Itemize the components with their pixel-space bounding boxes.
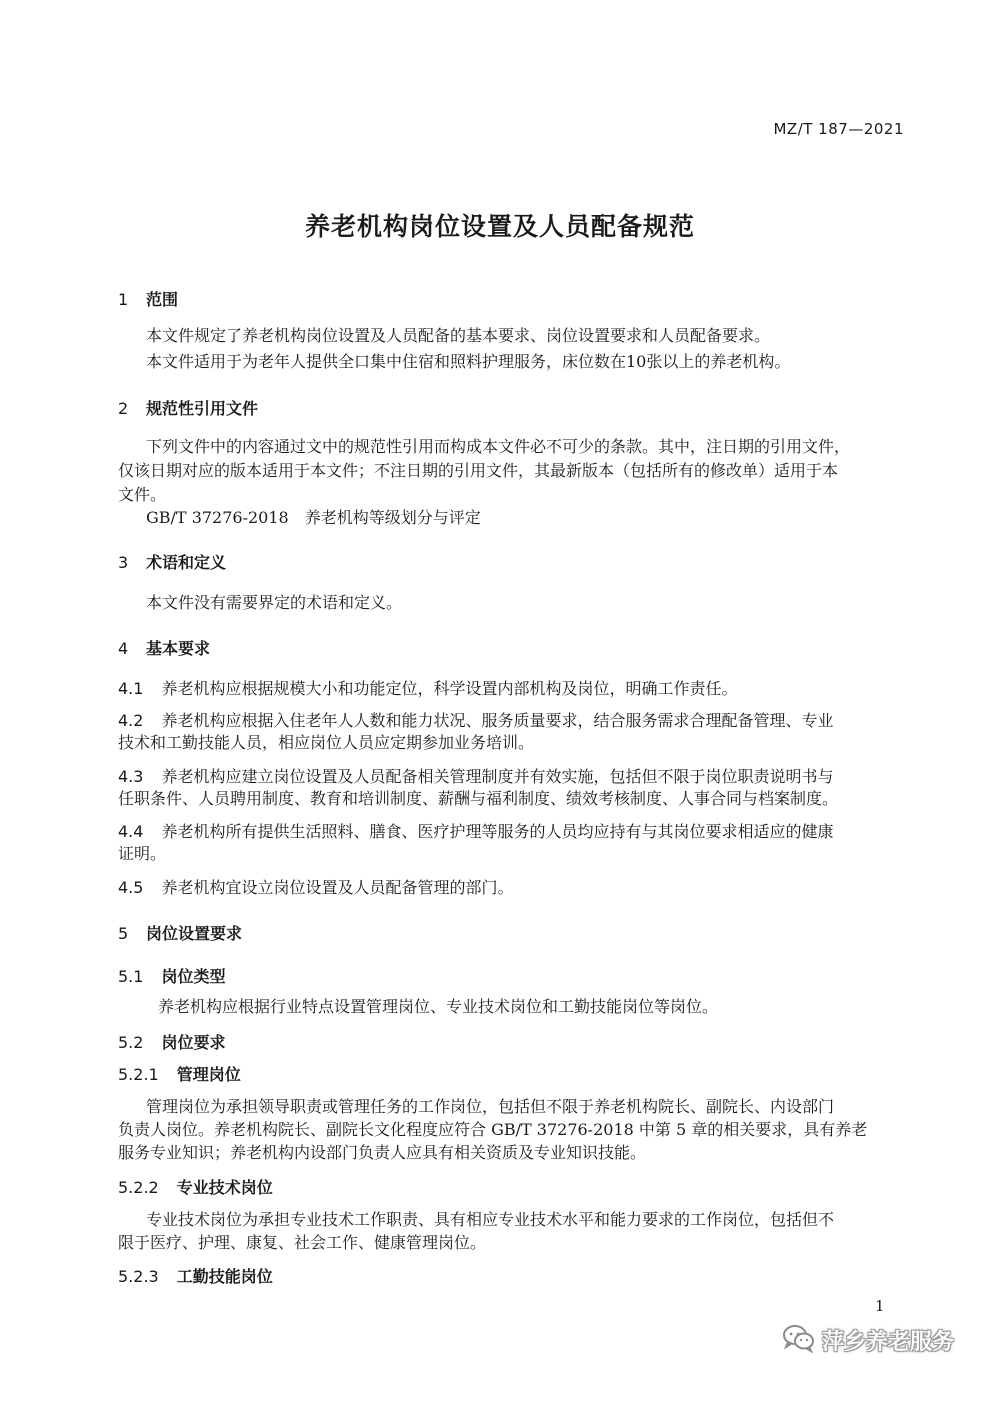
section-2-line-1: 下列文件中的内容通过文中的规范性引用而构成本文件必不可少的条款。其中，注日期的引用文件，	[146, 437, 851, 456]
clause-4-4	[118, 821, 908, 865]
page-number: 1	[875, 1297, 885, 1315]
subsection-title: 管理岗位	[176, 1065, 241, 1084]
clause-4-3	[118, 766, 908, 810]
subsection-title: 工勤技能岗位	[176, 1267, 273, 1286]
section-3-line-1: 本文件没有需要界定的术语和定义。	[146, 593, 403, 612]
subsection-5-2-1-line-1: 管理岗位为承担领导职责或管理任务的工作岗位，包括但不限于养老机构院长、副院长、内设部门	[146, 1097, 835, 1116]
section-number: 2	[118, 399, 129, 418]
section-1-line-1: 本文件规定了养老机构岗位设置及人员配备的基本要求、岗位设置要求和人员配备要求。	[146, 326, 771, 345]
subsection-5-2-2-line-2: 限于医疗、护理、康复、社会工作、健康管理岗位。	[118, 1233, 487, 1252]
subsection-number: 5.2	[118, 1033, 144, 1052]
section-title: 基本要求	[146, 639, 211, 658]
section-3-heading	[118, 550, 226, 573]
subsection-5-2-1-heading	[118, 1062, 241, 1085]
subsection-5-2-heading	[118, 1030, 225, 1053]
clause-text: 养老机构应根据规模大小和功能定位，科学设置内部机构及岗位，明确工作责任。	[161, 679, 738, 698]
section-number: 5	[118, 924, 129, 943]
section-number: 1	[118, 290, 129, 309]
clause-label: 4.4	[118, 822, 144, 841]
standard-code: MZ/T 187—2021	[773, 120, 904, 138]
clause-text: 任职条件、人员聘用制度、教育和培训制度、薪酬与福利制度、绩效考核制度、人事合同与档案制度。	[118, 789, 839, 808]
clause-text: 养老机构宜设立岗位设置及人员配备管理的部门。	[161, 878, 514, 897]
section-title: 术语和定义	[146, 553, 227, 572]
clause-label: 4.5	[118, 878, 144, 897]
section-1-heading	[118, 287, 178, 310]
subsection-5-2-2-line-1: 专业技术岗位为承担专业技术工作职责、具有相应专业技术水平和能力要求的工作岗位，包括但不	[146, 1210, 835, 1229]
section-number: 3	[118, 553, 129, 572]
section-4-heading	[118, 636, 210, 659]
subsection-5-1-line-1: 养老机构应根据行业特点设置管理岗位、专业技术岗位和工勤技能岗位等岗位。	[158, 997, 719, 1016]
watermark-text: 萍乡养老服务	[822, 1329, 955, 1355]
subsection-number: 5.2.3	[118, 1267, 159, 1286]
clause-label: 4.1	[118, 679, 144, 698]
subsection-title: 专业技术岗位	[176, 1178, 273, 1197]
clause-label: 4.3	[118, 767, 144, 786]
subsection-5-1-heading	[118, 964, 225, 987]
watermark	[782, 1322, 954, 1358]
document-title: 养老机构岗位设置及人员配备规范	[304, 212, 695, 241]
subsection-number: 5.2.1	[118, 1065, 159, 1084]
subsection-number: 5.2.2	[118, 1178, 159, 1197]
clause-text: 证明。	[118, 844, 167, 863]
clause-text: 技术和工勤技能人员，相应岗位人员应定期参加业务培训。	[118, 733, 535, 752]
subsection-5-2-2-heading	[118, 1175, 273, 1198]
section-2-line-3: 文件。	[118, 485, 167, 504]
subsection-title: 岗位类型	[161, 967, 226, 986]
section-title: 范围	[146, 290, 179, 309]
section-2-line-2: 仅该日期对应的版本适用于本文件；不注日期的引用文件，其最新版本（包括所有的修改单）适用于本	[118, 461, 839, 480]
clause-text: 养老机构应建立岗位设置及人员配备相关管理制度并有效实施，包括但不限于岗位职责说明书与	[161, 767, 834, 786]
clause-4-2	[118, 710, 908, 754]
subsection-title: 岗位要求	[161, 1033, 226, 1052]
section-2-heading	[118, 396, 258, 419]
clause-label: 4.2	[118, 711, 144, 730]
clause-4-5	[118, 877, 908, 899]
clause-text: 养老机构所有提供生活照料、膳食、医疗护理等服务的人员均应持有与其岗位要求相适应的健康	[161, 822, 834, 841]
clause-4-1	[118, 678, 908, 700]
subsection-5-2-3-heading	[118, 1264, 273, 1287]
section-title: 规范性引用文件	[146, 399, 259, 418]
subsection-number: 5.1	[118, 967, 144, 986]
reference-document: GB/T 37276-2018 养老机构等级划分与评定	[146, 508, 481, 527]
section-5-heading	[118, 921, 242, 944]
clause-text: 养老机构应根据入住老年人人数和能力状况、服务质量要求，结合服务需求合理配备管理、专业	[161, 711, 834, 730]
section-1-line-2: 本文件适用于为老年人提供全口集中住宿和照料护理服务，床位数在10张以上的养老机构。	[146, 352, 791, 371]
subsection-5-2-1-line-2: 负责人岗位。养老机构院长、副院长文化程度应符合 GB/T 37276-2018 中第 5 章的相关要求，具有养老	[118, 1120, 868, 1139]
section-number: 4	[118, 639, 129, 658]
wechat-icon	[782, 1323, 816, 1357]
subsection-5-2-1-line-3: 服务专业知识；养老机构内设部门负责人应具有相关资质及专业知识技能。	[118, 1143, 647, 1162]
section-title: 岗位设置要求	[146, 924, 243, 943]
